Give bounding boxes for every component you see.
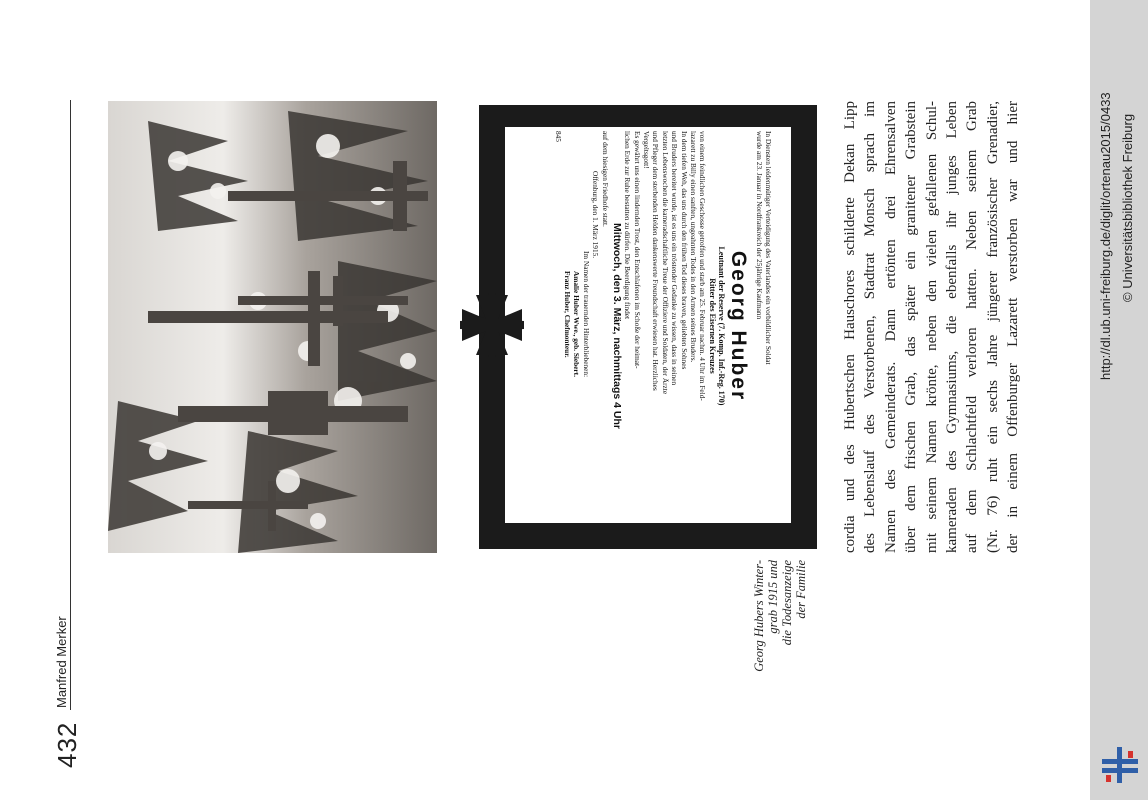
notice-funeral: Mittwoch, den 3. März, nachmittags 4 Uhr bbox=[610, 223, 623, 429]
body-line: Namen des Gemeinderats. Dann ertönten drei Ehrensalven bbox=[882, 101, 899, 553]
notice-body-line: In dem tiefen Weh, das uns durch den frühen Tod dieses braven, geliebten Sohnes bbox=[679, 131, 689, 370]
notice-body-line: von einem feindlichen Geschosse getroffen und starb am 25. Februar nachm. 4 Uhr im Feld- bbox=[698, 131, 708, 401]
notice-body-line: und Pfleger dem sterbenden Helden dankenswerte Freundschaft erwiesen hat. Herzliches bbox=[651, 131, 661, 391]
notice-name: Georg Huber bbox=[727, 250, 751, 402]
notice-rank: Ritter des Eisernen Kreuzes bbox=[707, 278, 717, 374]
body-line: der in einem Offenburger Lazarett verstorben war und hier bbox=[1005, 101, 1022, 553]
notice-bereaved: Im Namen der trauernden Hinterbliebenen: bbox=[581, 251, 591, 378]
body-line: mit seinem Namen krönte, neben den vielen gefallenen Schul- bbox=[923, 101, 940, 553]
running-header-author: Manfred Merker bbox=[54, 616, 69, 708]
page-number: 432 bbox=[52, 721, 82, 768]
notice-body-line: lazarett zu Billy einen sanften, ungeahnten Todes in den Armen seines Bruders. bbox=[688, 131, 698, 363]
figure-caption bbox=[752, 560, 832, 700]
notice-intro: In Diensten leidenmütiger Verteidigung des Vaterlandes ein vorbildlicher Soldat bbox=[764, 131, 773, 365]
body-line: cordia und des Hubertschen Hauschores schilderte Dekan Lipp bbox=[842, 101, 858, 553]
header-rule bbox=[70, 100, 71, 710]
body-line: kameraden des Gymnasiums, die ebenfalls ihr junges Leben bbox=[943, 101, 960, 553]
body-line: (Nr. 76) ruht ein sechs Jahre jüngerer französischer Grenadier, bbox=[984, 101, 1001, 553]
source-url-link[interactable]: http://dl.ub.uni-freiburg.de/diglit/ortenau2015/0433 bbox=[1098, 92, 1113, 380]
copyright-notice: © Universitätsbibliothek Freiburg bbox=[1120, 113, 1135, 302]
notice-body-line: letzten Lebenswochen die kameradschaftliche Treue der Offiziere und Soldaten, der Ärzte bbox=[660, 131, 670, 395]
ub-freiburg-logo-icon[interactable] bbox=[1100, 745, 1140, 785]
caption-line: der Familie bbox=[794, 560, 808, 619]
notice-body-line: Es gewährt uns einen lindernden Trost, den Entschlafenen im Schoße der heimat- bbox=[632, 131, 642, 369]
notice-place-date: Offenburg, den 1. März 1915. bbox=[591, 171, 601, 259]
caption-line: die Todesanzeige bbox=[780, 560, 794, 646]
notice-number: 845 bbox=[553, 131, 563, 142]
notice-body-line: Vergeltsgott! bbox=[641, 131, 651, 169]
death-notice bbox=[457, 103, 817, 553]
notice-signer: Amalie Huber Wwe., geb. Siebert. bbox=[572, 271, 582, 377]
notice-body-line: und Bruders bereitet wurde, ist es uns ein tröstender Gedanke zu wissen, dass in seinen bbox=[670, 131, 680, 386]
body-line: des Lebenslauf des Verstorbenen, Stadtrat Monsch sprach im bbox=[862, 101, 879, 553]
body-text bbox=[840, 101, 1050, 553]
caption-line: Georg Hubers Winter- bbox=[752, 560, 766, 672]
notice-intro: wurde am 23. Januar in Nordfrankreich der 25jährige Kaufmann bbox=[754, 131, 764, 320]
body-line: auf dem Schlachtfeld verloren hatten. Neben seinem Grab bbox=[964, 101, 981, 553]
winter-grave-photo bbox=[108, 101, 437, 553]
notice-text bbox=[483, 131, 773, 521]
notice-rank: Leutnant der Reserve (7. Komp. Inf.-Reg. 170) bbox=[717, 246, 727, 406]
grave-photo-drawing bbox=[108, 101, 437, 553]
notice-signer: Franz Huber, Chefmonteur. bbox=[563, 271, 573, 358]
notice-body-line: lichen Erde zur Ruhe bestatten zu dürfen. Die Beerdigung findet bbox=[623, 131, 633, 320]
body-line: über dem frischen Grab, das später ein granitener Grabstein bbox=[903, 101, 920, 553]
caption-line: grab 1915 und bbox=[766, 560, 780, 634]
notice-cemetery: auf dem hiesigen Friedhofe statt. bbox=[600, 131, 610, 227]
